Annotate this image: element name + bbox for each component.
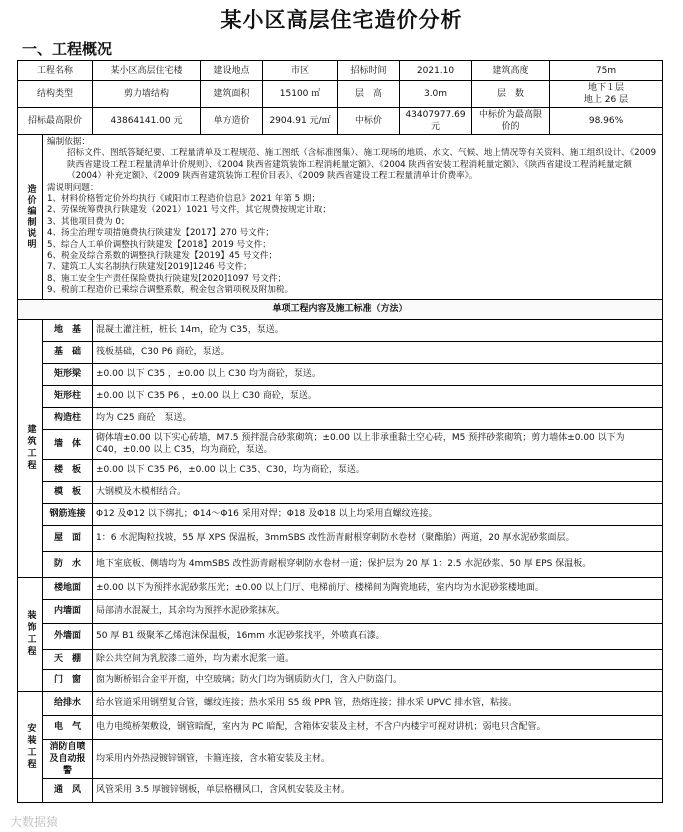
section-heading: 一、工程概况 [22, 40, 113, 58]
info-value: 市区 [263, 61, 338, 81]
spec-name: 天 棚 [43, 649, 93, 669]
spec-desc: 筏板基础，C30 P6 商砼，泵送。 [93, 341, 663, 363]
info-label: 层 高 [338, 81, 400, 108]
spec-name: 构造柱 [43, 407, 93, 429]
spec-name: 墙 体 [43, 429, 93, 459]
info-row-1 [18, 61, 663, 81]
info-value: 2904.91 元/㎡ [263, 108, 338, 135]
spec-desc: 混凝土灌注桩，桩长 14m，砼为 C35，泵送。 [93, 319, 663, 341]
spec-desc: 1：6 水泥陶粒找坡，55 厚 XPS 保温板，3mmSBS 改性沥青耐根穿刺防水卷材（聚酯胎）两道，20 厚水泥砂浆面层。 [93, 525, 663, 551]
spec-name: 内墙面 [43, 599, 93, 623]
info-row-3 [18, 108, 663, 135]
note-line: 招标文件、图纸答疑纪要、工程量清单及工程规范、施工图纸（含标准图集）、施工现场的地质、水文、气候、地上情况等有关资料、施工组织设计、《2009 陕西省建设工程工程量清单计价规则》、《2004 陕西省建筑装饰工程消耗量定额》、《2004 陕西省安装工程消耗量定额》、《陕西省建设工程消耗量定额（2004）补充定额》、《2009 陕西省建筑装饰工程价目表》、《2009 陕西省建设工程工程量清单计价费率》。 [67, 148, 657, 182]
note-line: 9、税前工程造价已乘综合调整系数，税金包含销项税及附加税。 [47, 285, 294, 296]
info-value: 3.0m [400, 81, 472, 108]
spec-name: 楼地面 [43, 577, 93, 599]
spec-desc: 地下室底板、侧墙均为 4mmSBS 改性沥青耐根穿刺防水卷材一道；保护层为 20 厚 1：2.5 水泥砂浆、50 厚 EPS 保温板。 [93, 551, 663, 577]
spec-desc: 50 厚 B1 级聚苯乙烯泡沫保温板，16mm 水泥砂浆找平，外喷真石漆。 [93, 623, 663, 649]
spec-name: 通 风 [43, 778, 93, 802]
info-label: 中标价 [338, 108, 400, 135]
spec-desc: 除公共空间为乳胶漆二道外，均为素水泥浆一道。 [93, 649, 663, 669]
floors-below: 地下１层 [588, 83, 625, 93]
spec-desc: ±0.00 以下为预拌水泥砂浆压光；±0.00 以上门厅、电梯前厅、楼梯间为陶瓷地砖，室内均为水泥砂浆楼地面。 [93, 577, 663, 599]
spec-name: 楼 板 [43, 459, 93, 481]
banner-row [18, 299, 663, 319]
spec-desc: ±0.00 以下 C35 P6 ，±0.00 以上 C30 商砼，泵送。 [93, 385, 663, 407]
note-line: 7、建筑工人实名制执行陕建发[2019]1246 号文件； [47, 262, 252, 273]
note-line: 8、施工安全生产责任保险费执行陕建发[2020]1097 号文件； [47, 273, 287, 284]
group-label-decoration: 装饰工程 [18, 577, 43, 691]
info-row-2 [18, 81, 663, 108]
section-banner: 单项工程内容及施工标准（方法） [18, 299, 663, 319]
spec-name: 基 础 [43, 341, 93, 363]
note-line: 6、税金及综合系数的调整执行陕建发【2019】45 号文件； [47, 251, 278, 262]
page-title: 某小区高层住宅造价分析 [220, 8, 463, 32]
note-line: 需说明问题： [47, 182, 99, 193]
info-value: 2021.10 [400, 61, 472, 81]
spec-row [18, 481, 663, 503]
spec-name: 屋 面 [43, 525, 93, 551]
note-line: 4、扬尘治理专项措施费执行陕建发【2017】270 号文件； [47, 228, 274, 239]
spec-row [18, 525, 663, 551]
spec-row [18, 669, 663, 691]
spec-row [18, 341, 663, 363]
spec-name: 门 窗 [43, 669, 93, 691]
info-label: 建设地点 [201, 61, 263, 81]
info-label: 结构类型 [18, 81, 93, 108]
spec-row [18, 599, 663, 623]
info-value: 43864141.00 元 [93, 108, 201, 135]
info-value: 98.96% [550, 108, 663, 135]
info-label: 中标价为最高限价的 [472, 108, 550, 135]
spec-row [18, 319, 663, 341]
spec-desc: 局部清水混凝土，其余均为预拌水泥砂浆抹灰。 [93, 599, 663, 623]
spec-desc: 砌体墙±0.00 以下实心砖墙，M7.5 预拌混合砂浆砌筑；±0.00 以上非承重黏土空心砖，M5 预拌砂浆砌筑；剪力墙体±0.00 以下为 C40，±0.00 以上 C35，均为商砼，泵送。 [93, 429, 663, 459]
spec-name: 模 板 [43, 481, 93, 503]
info-value: 某小区高层住宅楼 [93, 61, 201, 81]
spec-desc: Φ12 及Φ12 以下绑扎；Φ14～Φ16 采用对焊；Φ18 及Φ18 以上均采用直螺纹连接。 [93, 503, 663, 525]
info-value: 75m [550, 61, 663, 81]
info-label: 招标时间 [338, 61, 400, 81]
note-line: 1、材料价格暂定价外均执行《咸阳市工程造价信息》2021 年第 5 期； [47, 194, 321, 205]
spec-desc: 给水管道采用钢塑复合管，螺纹连接；热水采用 S5 级 PPR 管，热熔连接；排水采 UPVC 排水管，粘接。 [93, 691, 663, 715]
info-value: 43407977.69 元 [400, 108, 472, 135]
spec-desc: 大钢模及木模相结合。 [93, 481, 663, 503]
spec-desc: 均采用内外热浸镀锌钢管，卡箍连接，含水箱安装及主材。 [93, 739, 663, 778]
spec-row [18, 623, 663, 649]
note-line: 5、综合人工单价调整执行陕建发【2018】2019 号文件； [47, 239, 271, 250]
notes-label: 造价编制说明 [18, 135, 43, 300]
spec-row [18, 407, 663, 429]
group-label-installation: 安装工程 [18, 691, 43, 802]
spec-desc: 电力电缆桥架敷设，钢管暗配，室内为 PC 暗配，含箱体安装及主材，不含户内楼宇可视对讲机；弱电只含配管。 [93, 715, 663, 739]
spec-name: 矩形梁 [43, 363, 93, 385]
spec-row [18, 551, 663, 577]
spec-desc: ±0.00 以下 C35 ，±0.00 以上 C30 均为商砼，泵送。 [93, 363, 663, 385]
spec-row [18, 649, 663, 669]
group-label-building: 建筑工程 [18, 319, 43, 577]
spec-row [18, 363, 663, 385]
spec-row [18, 691, 663, 715]
info-label: 层 数 [472, 81, 550, 108]
spec-row [18, 739, 663, 778]
spec-row [18, 778, 663, 802]
spec-name: 矩形柱 [43, 385, 93, 407]
info-label: 建筑面积 [201, 81, 263, 108]
spec-name: 电 气 [43, 715, 93, 739]
info-label: 招标最高限价 [18, 108, 93, 135]
note-line: 编制依据： [47, 137, 90, 147]
info-value: 剪力墙结构 [93, 81, 201, 108]
info-label: 建筑高度 [472, 61, 550, 81]
spec-row [18, 459, 663, 481]
spec-name: 钢筋连接 [43, 503, 93, 525]
notes-row [18, 135, 663, 300]
spec-row [18, 715, 663, 739]
info-value: 15100 ㎡ [263, 81, 338, 108]
spec-desc: 窗为断桥铝合金平开窗，中空玻璃；防火门均为钢质防火门，含入户防盗门。 [93, 669, 663, 691]
spec-desc: 均为 C25 商砼 泵送。 [93, 407, 663, 429]
spec-name: 消防自喷及自动报警 [43, 739, 93, 778]
spec-desc: ±0.00 以下 C35 P6，±0.00 以上 C35、C30，均为商砼，泵送。 [93, 459, 663, 481]
watermark: 大数据猿 [10, 815, 59, 829]
cost-analysis-table [17, 60, 663, 803]
notes-content [43, 135, 663, 300]
spec-name: 给排水 [43, 691, 93, 715]
spec-desc: 风管采用 3.5 厚镀锌钢板，单层格栅风口，含风机安装及主材。 [93, 778, 663, 802]
spec-name: 防 水 [43, 551, 93, 577]
spec-name: 地 基 [43, 319, 93, 341]
spec-name: 外墙面 [43, 623, 93, 649]
spec-row [18, 429, 663, 459]
note-line: 2、劳保统筹费执行陕建发（2021）1021 号文件，其它规费按规定计取； [47, 205, 331, 216]
spec-row [18, 577, 663, 599]
spec-row [18, 385, 663, 407]
note-line: 3、其他项目费为 0； [47, 216, 130, 227]
info-label: 工程名称 [18, 61, 93, 81]
spec-row [18, 503, 663, 525]
floors-above: 地上 26 层 [583, 95, 629, 105]
info-value [550, 81, 663, 108]
info-label: 单方造价 [201, 108, 263, 135]
